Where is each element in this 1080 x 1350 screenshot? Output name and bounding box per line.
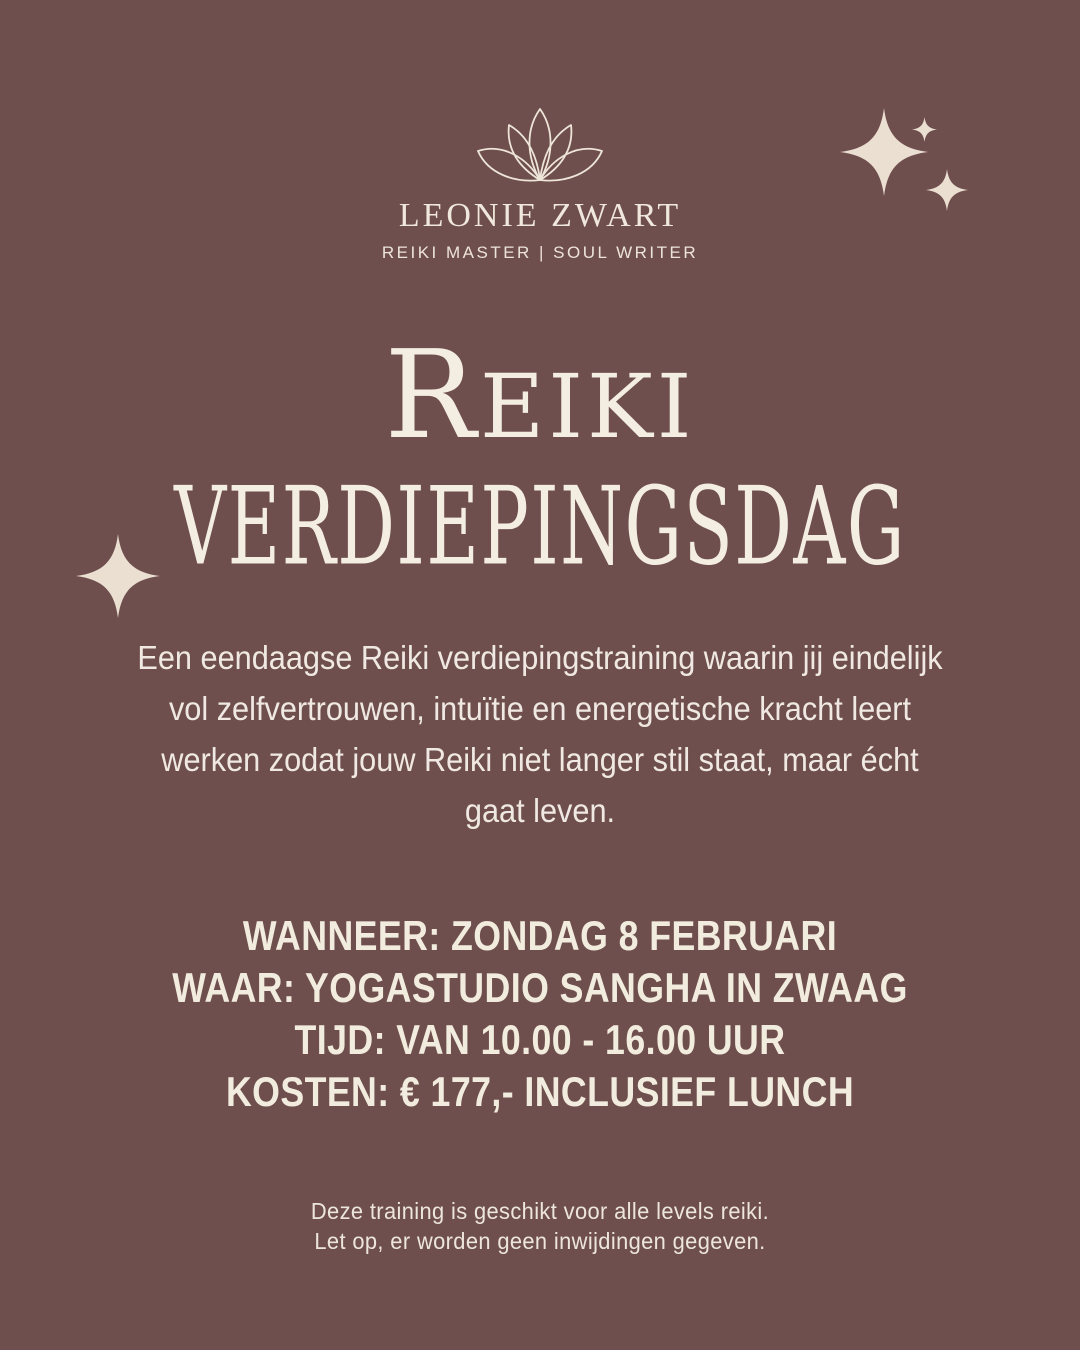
intro-paragraph [38,632,1042,836]
detail-where: WAAR: YOGASTUDIO SANGHA IN ZWAAG [172,964,908,1011]
detail-time: TIJD: VAN 10.00 - 16.00 UUR [294,1016,786,1063]
detail-when: WANNEER: ZONDAG 8 FEBRUARI [242,912,838,959]
sparkle-icon [912,117,937,142]
lotus-icon [475,106,605,184]
intro-line: Een eendaagse Reiki verdiepingstraining waarin jij eindelijk [137,639,943,676]
event-title [0,324,1080,590]
brand-tagline: REIKI MASTER | SOUL WRITER [381,243,699,262]
note-line: Let op, er worden geen inwijdingen gegeven. [314,1228,766,1254]
sparkle-icon [926,169,968,211]
intro-line: gaat leven. [464,792,616,829]
footer-note [27,1196,1053,1256]
detail-cost: KOSTEN: € 177,- INCLUSIEF LUNCH [225,1068,855,1115]
brand-name: LEONIE ZWART [398,197,682,234]
event-title-line1: REIKI [384,324,696,466]
event-details [81,910,999,1118]
intro-line: vol zelfvertrouwen, intuïtie en energetische kracht leert [168,690,912,727]
intro-line: werken zodat jouw Reiki niet langer stil staat, maar écht [161,741,919,778]
note-line: Deze training is geschikt voor alle levels reiki. [310,1198,770,1224]
event-title-line2: VERDIEPINGSDAG [174,463,906,590]
